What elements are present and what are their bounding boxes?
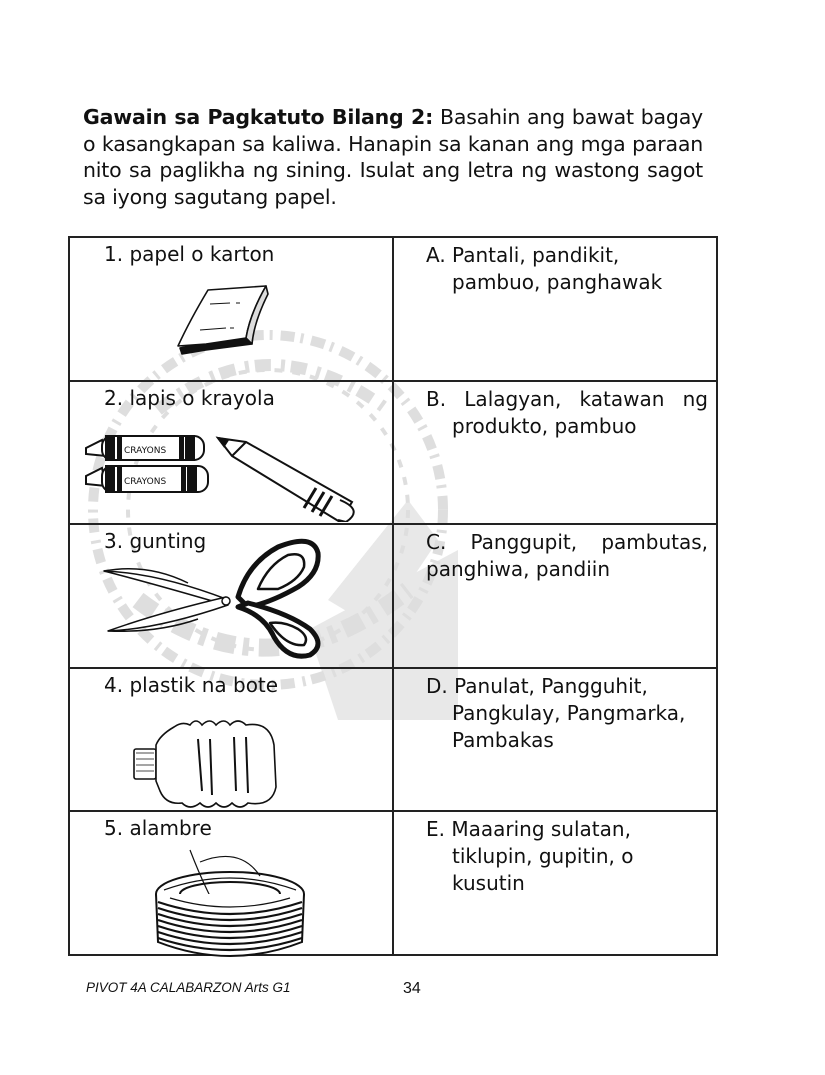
footer-source: PIVOT 4A CALABARZON Arts G1: [86, 980, 291, 995]
answer-e-line-1: E. Maaaring sulatan,: [426, 817, 631, 842]
matching-table: [68, 236, 718, 956]
crayon-label: CRAYONS: [124, 445, 167, 456]
item-cell: [69, 381, 393, 525]
item-cell: [69, 668, 393, 812]
table-row: [69, 811, 717, 955]
answer-c-line-1: C. Panggupit, pambutas,: [426, 530, 708, 555]
wire-coil-icon: [150, 846, 310, 960]
table-row: [69, 668, 717, 812]
answer-cell: [393, 237, 717, 381]
answer-d: [426, 673, 708, 754]
activity-body: Basahin ang bawat bagay o kasangkapan sa kaliwa. Hanapin sa kanan ang mga paraan nito sa paglikha ng sining. Isulat ang letra ng wastong sagot sa iyong sagutang papel.: [83, 105, 703, 209]
answer-a-line-1: A. Pantali, pandikit,: [426, 243, 620, 267]
answer-a-line-2: pambuo, panghawak: [452, 270, 663, 294]
answer-d-line-2: Pangkulay, Pangmarka, Pambakas: [452, 700, 686, 752]
table-row: [69, 524, 717, 668]
activity-instructions: [83, 104, 703, 210]
answer-b-line-1: B. Lalagyan, katawan ng: [426, 386, 708, 411]
item-label: 2. lapis o krayola: [104, 385, 275, 410]
plastic-bottle-icon: [130, 715, 300, 811]
crayon-label: CRAYONS: [124, 476, 167, 487]
answer-d-line-1: D. Panulat, Pangguhit,: [426, 673, 648, 698]
paper-stack-icon: [170, 284, 290, 360]
item-cell: [69, 811, 393, 955]
item-cell: [69, 524, 393, 668]
item-label: 4. plastik na bote: [104, 672, 279, 697]
page-number: 34: [403, 980, 421, 997]
answer-cell: [393, 811, 717, 955]
table-row: [69, 237, 717, 381]
answer-c-line-2: panghiwa, pandiin: [426, 557, 610, 582]
table-row: [69, 381, 717, 525]
answer-cell: [393, 381, 717, 525]
item-cell: [69, 237, 393, 381]
activity-heading: Gawain sa Pagkatuto Bilang 2:: [83, 105, 434, 129]
answer-a: [426, 242, 708, 296]
answer-cell: [393, 524, 717, 668]
answer-b: [426, 386, 708, 440]
answer-c: [426, 529, 708, 583]
item-label: 1. papel o karton: [104, 242, 275, 266]
answer-b-line-2: produkto, pambuo: [452, 413, 637, 438]
answer-e-line-2: tiklupin, gupitin, o kusutin: [452, 844, 634, 896]
item-label: 5. alambre: [104, 816, 212, 841]
item-label: 3. gunting: [104, 529, 207, 554]
answer-e: [426, 816, 708, 897]
answer-cell: [393, 668, 717, 812]
crayons-pencil-icon: [82, 430, 372, 522]
scissors-icon: [98, 533, 338, 665]
